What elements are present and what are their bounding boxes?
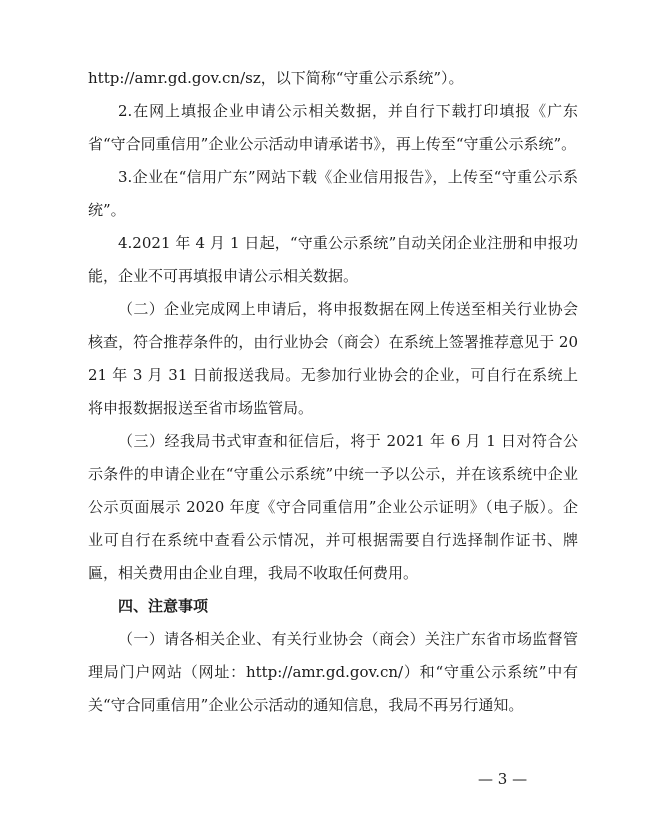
- paragraph-item-3: 3.企业在“信用广东”网站下载《企业信用报告》，上传至“守重公示系统”。: [88, 168, 578, 219]
- paragraph-url-continuation: http://amr.gd.gov.cn/sz，以下简称“守重公示系统”）。: [88, 69, 464, 87]
- paragraph-item-4: 4.2021 年 4 月 1 日起，“守重公示系统”自动关闭企业注册和申报功能，企业不可再填报申请公示相关数据。: [88, 234, 578, 285]
- page-number: — 3 —: [478, 770, 528, 788]
- paragraph-section-three: （三）经我局书式审查和征信后，将于 2021 年 6 月 1 日对符合公示条件的申请企业在“守重公示系统”中统一予以公示，并在该系统中企业公示页面展示 2020 年度《守合同重信用”企业公示证明》（电子版）。企业可自行在系统中查看公示情况，并可根据需要自行选择制作证书、牌匾，相关费用由企业自理，我局不收取任何费用。: [88, 432, 578, 582]
- document-body: [88, 62, 578, 722]
- paragraph-section-two: （二）企业完成网上申请后，将申报数据在网上传送至相关行业协会核查，符合推荐条件的，由行业协会（商会）在系统上签署推荐意见于 2021 年 3 月 31 日前报送我局。无参加行业协会的企业，可自行在系统上将申报数据报送至省市场监管局。: [88, 300, 578, 417]
- paragraph-notes-one: （一）请各相关企业、有关行业协会（商会）关注广东省市场监督管理局门户网站（网址：http://amr.gd.gov.cn/）和“守重公示系统”中有关“守合同重信用”企业公示活动的通知信息，我局不再另行通知。: [88, 630, 578, 714]
- paragraph-item-2: 2.在网上填报企业申请公示相关数据，并自行下载打印填报《广东省“守合同重信用”企业公示活动申请承诺书》，再上传至“守重公示系统”。: [88, 102, 578, 153]
- section-heading-notes: 四、注意事项: [118, 597, 209, 615]
